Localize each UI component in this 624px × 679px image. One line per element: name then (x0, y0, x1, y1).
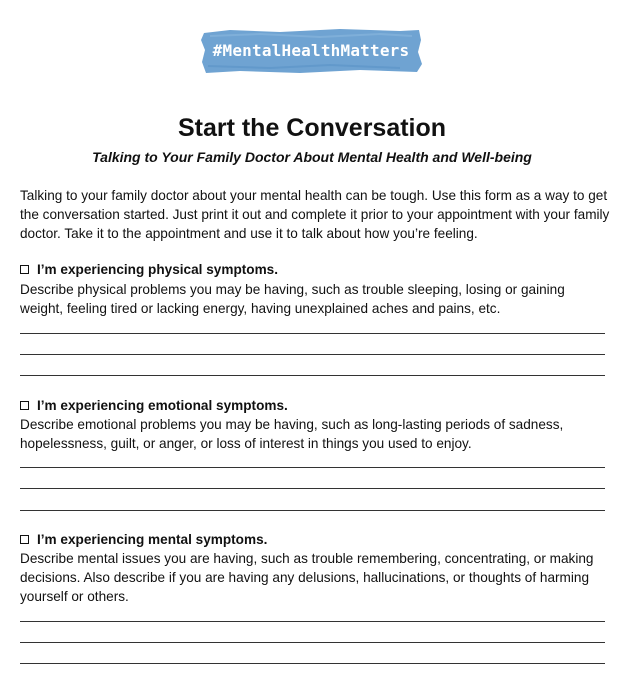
physical-answer-line-2[interactable] (20, 354, 605, 355)
mental-answer-line-1[interactable] (20, 621, 605, 622)
emotional-answer-line-3[interactable] (20, 510, 605, 511)
section-emotional-description: Describe emotional problems you may be having, such as long-lasting periods of sadness, hopelessness, guilt, or anger, or loss of interest in things you used to enjoy. (20, 417, 564, 451)
section-mental-description: Describe mental issues you are having, such as trouble remembering, concentrating, or making decisions. Also describe if you are having any delusions, hallucinations, or thoughts of harming yourself or others. (20, 551, 594, 604)
section-emotional-heading-text: I’m experiencing emotional symptoms. (37, 398, 288, 413)
mental-answer-line-3[interactable] (20, 663, 605, 664)
physical-answer-line-1[interactable] (20, 333, 605, 334)
hashtag-banner (200, 28, 422, 74)
section-emotional-heading (20, 398, 610, 413)
page-subtitle: Talking to Your Family Doctor About Mental Health and Well-being (92, 149, 532, 165)
section-mental-heading (20, 532, 610, 547)
page-title: Start the Conversation (177, 114, 447, 142)
section-mental-heading-text: I’m experiencing mental symptoms. (37, 532, 268, 547)
hashtag-text: #MentalHealthMatters (212, 41, 410, 60)
physical-answer-line-3[interactable] (20, 375, 605, 376)
intro-paragraph: Talking to your family doctor about your mental health can be tough. Use this form as a way to get the conversation started. Just print it out and complete it prior to your appointment with your family doctor. Take it to the appointment and use it to talk about how you’re feeling. (20, 188, 610, 241)
section-physical-heading-text: I’m experiencing physical symptoms. (37, 262, 278, 277)
emotional-answer-line-2[interactable] (20, 488, 605, 489)
mental-checkbox[interactable] (20, 535, 29, 544)
emotional-checkbox[interactable] (20, 401, 29, 410)
section-physical-description: Describe physical problems you may be having, such as trouble sleeping, losing or gaining weight, feeling tired or lacking energy, having unexplained aches and pains, etc. (20, 282, 565, 316)
physical-checkbox[interactable] (20, 265, 29, 274)
mental-answer-line-2[interactable] (20, 642, 605, 643)
emotional-answer-line-1[interactable] (20, 467, 605, 468)
section-physical-heading (20, 262, 610, 277)
